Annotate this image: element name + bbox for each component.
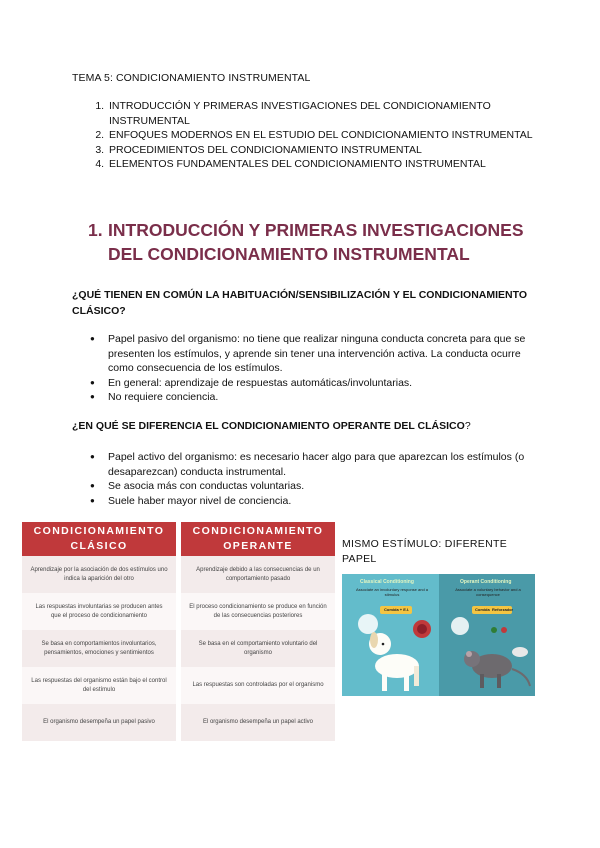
bullet-item: ● Suele haber mayor nivel de conciencia.	[108, 494, 532, 509]
table-body	[181, 556, 335, 741]
question-heading-2	[72, 418, 532, 434]
green-button-icon	[491, 627, 497, 633]
toc-item: 3. PROCEDIMIENTOS DEL CONDICIONAMIENTO INSTRUMENTAL	[107, 143, 547, 158]
left-panel-title: Classical Conditioning	[360, 579, 414, 585]
right-panel-subtitle: Associate a voluntary behavior and a consequence	[455, 587, 521, 597]
table-of-contents	[72, 99, 547, 172]
classic-conditioning-table	[22, 522, 176, 741]
operant-conditioning-table	[181, 522, 335, 741]
table-cell: Se basa en el comportamiento voluntario del organismo	[181, 630, 335, 667]
left-tag-label: Comida + E.I.	[384, 607, 410, 612]
section-heading	[88, 218, 548, 266]
reward-bubble-icon	[451, 617, 469, 635]
section-title-line2: DEL CONDICIONAMIENTO INSTRUMENTAL	[108, 244, 470, 264]
table-cell: El proceso condicionamiento se produce en función de las consecuencias posteriores	[181, 593, 335, 630]
table-header: CONDICIONAMIENTO CLÁSICO	[22, 522, 176, 556]
table-header: CONDICIONAMIENTO OPERANTE	[181, 522, 335, 556]
right-tag-label-b: Reforzador	[492, 607, 514, 612]
bullet-item: ● Papel activo del organismo: es necesario hacer algo para que aparezcan los estímulos (o desaparezcan) conducta instrumental.	[108, 450, 532, 479]
bullet-item: ● Se asocia más con conductas voluntarias.	[108, 479, 532, 494]
toc-item: 2. ENFOQUES MODERNOS EN EL ESTUDIO DEL CONDICIONAMIENTO INSTRUMENTAL	[107, 128, 547, 143]
bullet-item: ● No requiere conciencia.	[108, 390, 532, 405]
topic-title: TEMA 5: CONDICIONAMIENTO INSTRUMENTAL	[72, 72, 311, 84]
food-bowl-inner	[417, 624, 427, 634]
red-button-icon	[501, 627, 507, 633]
table-cell: Se basa en comportamientos involuntarios, pensamientos, emociones y sentimientos	[22, 630, 176, 667]
table-cell: El organismo desempeña un papel activo	[181, 704, 335, 741]
bullet-list-2	[90, 450, 532, 508]
table-cell: Las respuestas involuntarias se producen antes que el proceso de condicionamiento	[22, 593, 176, 630]
table-body	[22, 556, 176, 741]
toc-item: 1. INTRODUCCIÓN Y PRIMERAS INVESTIGACIONES DEL CONDICIONAMIENTO INSTRUMENTAL	[107, 99, 547, 128]
hand-icon	[512, 647, 528, 657]
table-cell: El organismo desempeña un papel pasivo	[22, 704, 176, 741]
right-tag-label-a: Comida	[475, 607, 490, 612]
thought-bubble-icon	[358, 614, 378, 634]
section-title-line1: INTRODUCCIÓN Y PRIMERAS INVESTIGACIONES	[108, 220, 524, 240]
left-panel-subtitle: Associate an involuntary response and a stimulus	[355, 587, 429, 597]
right-panel-title: Operant Conditioning	[460, 579, 512, 585]
table-cell: Las respuestas del organismo están bajo el control del estímulo	[22, 667, 176, 704]
question-mark: ?	[464, 420, 471, 432]
toc-item: 4. ELEMENTOS FUNDAMENTALES DEL CONDICIONAMIENTO INSTRUMENTAL	[107, 157, 547, 172]
bullet-list-1	[90, 332, 532, 405]
table-cell: Las respuestas son controladas por el organismo	[181, 667, 335, 704]
bullet-item: ● Papel pasivo del organismo: no tiene que realizar ninguna conducta concreta para que se presenten los estímulos, y aprende sin tener una intervención activa. La conducta ocurre como consecuencia de los estímulos.	[108, 332, 532, 376]
table-cell: Aprendizaje debido a las consecuencias de un comportamiento pasado	[181, 556, 335, 593]
illustration-caption: MISMO ESTÍMULO: DIFERENTE PAPEL	[342, 538, 508, 565]
question-heading-1: ¿QUÉ TIENEN EN COMÚN LA HABITUACIÓN/SENSIBILIZACIÓN Y EL CONDICIONAMIENTO CLÁSICO?	[72, 289, 528, 317]
question-text: ¿EN QUÉ SE DIFERENCIA EL CONDICIONAMIENTO OPERANTE DEL CLÁSICO	[72, 420, 465, 432]
section-number: 1.	[88, 220, 103, 240]
table-cell: Aprendizaje por la asociación de dos estímulos uno indica la aparición del otro	[22, 556, 176, 593]
conditioning-illustration	[342, 574, 535, 696]
bullet-item: ● En general: aprendizaje de respuestas automáticas/involuntarias.	[108, 376, 532, 391]
